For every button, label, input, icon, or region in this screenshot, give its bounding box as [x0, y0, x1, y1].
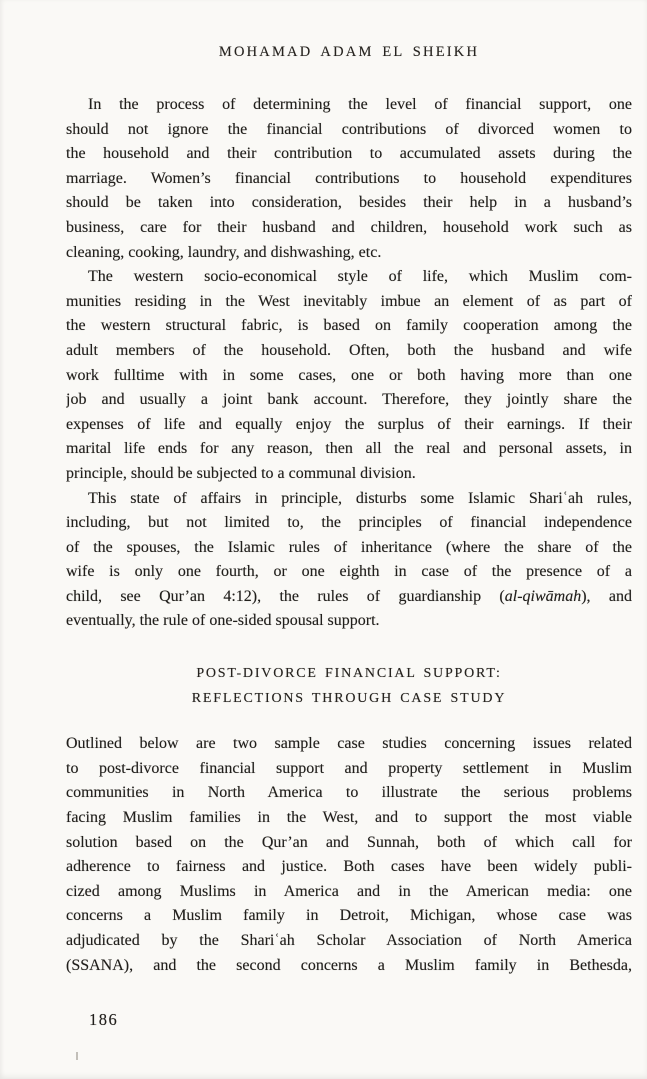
text-line: adjudicated by the Shariʿah Scholar Association of North America [66, 932, 632, 949]
text-line: solution based on the Qur’an and Sunnah, both of which call for [66, 833, 632, 851]
text-line: This state of affairs in principle, disturbs some Islamic Shariʿah rules, [88, 489, 632, 507]
text-line: work fulltime with in some cases, one or both having more than one [66, 366, 632, 384]
text-line: of the spouses, the Islamic rules of inheritance (where the share of the [66, 538, 632, 556]
page-number: 186 [89, 1010, 119, 1029]
text-line: expenses of life and equally enjoy the surplus of their earnings. If their [66, 415, 632, 433]
text-line: adult members of the household. Often, both the husband and wife [66, 341, 632, 359]
text-line: communities in North America to illustrate the serious problems [66, 784, 632, 802]
paragraph [66, 487, 632, 635]
text-line: eventually, the rule of one-sided spousal support. [66, 612, 380, 630]
text-line: job and usually a joint bank account. Therefore, they jointly share the [66, 391, 632, 409]
text-line: adherence to fairness and justice. Both cases have been widely publi- [66, 858, 632, 876]
text-line: cized among Muslims in America and in the American media: one [66, 882, 632, 900]
text-line: including, but not limited to, the principles of financial independence [66, 514, 632, 532]
text-line: concerns a Muslim family in Detroit, Michigan, whose case was [66, 907, 632, 925]
scan-artifact-mark [76, 1052, 78, 1060]
text-line: child, see Qur’an 4:12), the rules of guardianship (al-qiwāmah), and [66, 587, 632, 605]
section-heading-line: REFLECTIONS THROUGH CASE STUDY [191, 690, 507, 706]
section-heading [66, 662, 632, 711]
text-line: In the process of determining the level of financial support, one [88, 96, 632, 113]
text-line: (SSANA), and the second concerns a Muslim family in Bethesda, [66, 956, 632, 974]
text-line: the household and their contribution to accumulated assets during the [66, 145, 632, 163]
text-line: wife is only one fourth, or one eighth in case of the presence of a [66, 563, 632, 581]
section-heading-line: POST-DIVORCE FINANCIAL SUPPORT: [196, 666, 502, 682]
text-line: should be taken into consideration, besides their help in a husband’s [66, 194, 632, 212]
text-line: the western structural fabric, is based on family cooperation among the [66, 317, 632, 335]
text-line: munities residing in the West inevitably imbue an element of as part of [66, 292, 632, 310]
text-line: cleaning, cooking, laundry, and dishwashing, etc. [66, 243, 382, 261]
running-head: MOHAMAD ADAM EL SHEIKH [218, 44, 480, 60]
text-line: marriage. Women’s financial contributions to household expenditures [66, 169, 632, 187]
text-line: facing Muslim families in the West, and to support the most viable [66, 809, 632, 827]
paragraph [66, 93, 632, 265]
text-line: should not ignore the financial contributions of divorced women to [66, 120, 632, 138]
text-line: The western socio-economical style of life, which Muslim com- [88, 268, 632, 286]
text-line: marital life ends for any reason, then all the real and personal assets, in [66, 440, 632, 458]
paragraph [66, 265, 632, 486]
paragraph [66, 732, 632, 978]
text-line: to post-divorce financial support and property settlement in Muslim [66, 759, 632, 777]
body-text [66, 93, 632, 978]
text-line: business, care for their husband and children, household work such as [66, 218, 632, 236]
text-line: principle, should be subjected to a communal division. [66, 464, 416, 482]
text-line: Outlined below are two sample case studies concerning issues related [66, 735, 632, 753]
